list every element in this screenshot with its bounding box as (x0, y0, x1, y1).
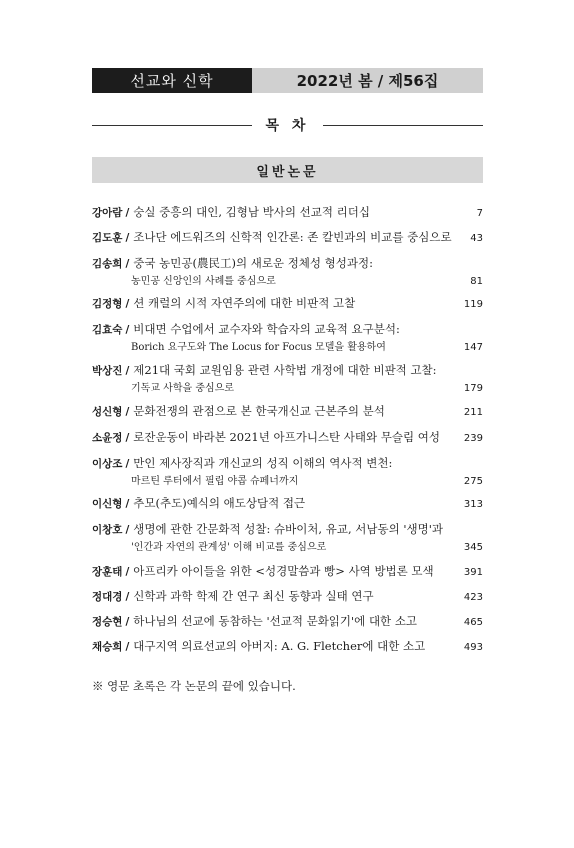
entry-page-number: 239 (463, 433, 483, 444)
author-separator: / (125, 641, 130, 653)
toc-entry-row (92, 520, 483, 539)
toc-entry (92, 254, 483, 291)
section-heading: 일반논문 (92, 157, 483, 183)
entry-title: 신학과 과학 학제 간 연구 최신 동향과 실태 연구 (133, 589, 374, 603)
entry-title: 션 캐럴의 시적 자연주의에 대한 비판적 고찰 (133, 296, 356, 310)
entry-title: 숭실 중흥의 대인, 김형남 박사의 선교적 리더십 (133, 205, 370, 219)
toc-entry (92, 587, 483, 607)
toc-entry (92, 402, 483, 422)
author-separator: / (125, 207, 130, 219)
entry-author: 김정형 (92, 298, 123, 310)
entry-author: 소윤정 (92, 432, 123, 444)
entry-author: 장훈태 (92, 566, 123, 578)
author-separator: / (125, 406, 130, 418)
entry-page-number: 7 (476, 208, 483, 219)
toc-title: 목 차 (265, 118, 310, 134)
entry-subtitle: 마르틴 루터에서 필립 야콥 슈페너까지 (131, 476, 299, 487)
entry-author: 이창호 (92, 524, 123, 536)
entry-subtitle-row (92, 473, 483, 491)
toc-entry-row (92, 587, 483, 607)
author-separator: / (125, 498, 130, 510)
entry-page-number: 43 (470, 233, 483, 244)
entry-author: 김송희 (92, 258, 123, 270)
entry-page-number: 119 (463, 299, 483, 310)
entry-title: 비대면 수업에서 교수자와 학습자의 교육적 요구분석: (133, 322, 400, 336)
entry-page-number: 391 (463, 567, 483, 578)
entry-subtitle: '인간과 자연의 관계성' 이해 비교를 중심으로 (131, 542, 327, 553)
journal-header (92, 68, 483, 93)
entry-author: 김효숙 (92, 324, 123, 336)
author-separator: / (125, 232, 130, 244)
toc-entry (92, 294, 483, 314)
entry-author: 채승희 (92, 641, 123, 653)
toc-entry-row (92, 612, 483, 632)
toc-entry-row (92, 294, 483, 314)
entry-author: 이상조 (92, 458, 123, 470)
journal-title: 선교와 신학 (92, 68, 252, 93)
toc-entry-row (92, 428, 483, 448)
author-separator: / (125, 298, 130, 310)
entry-title: 만인 제사장직과 개신교의 성직 이해의 역사적 변천: (133, 456, 393, 470)
entry-subtitle-row (92, 380, 483, 398)
entry-title: 조나단 에드워즈의 신학적 인간론: 존 칼빈과의 비교를 중심으로 (133, 230, 452, 244)
entry-page-number: 313 (463, 499, 483, 510)
entry-title: 문화전쟁의 관점으로 본 한국개신교 근본주의 분석 (133, 404, 385, 418)
author-separator: / (125, 616, 130, 628)
toc-entry-row (92, 228, 483, 248)
entry-author: 김도훈 (92, 232, 123, 244)
entry-page-number: 211 (463, 407, 483, 418)
entry-title: 로잔운동이 바라본 2021년 아프가니스탄 사태와 무슬림 여성 (133, 430, 440, 444)
author-separator: / (125, 566, 130, 578)
entry-title: 아프리카 아이들을 위한 <성경말씀과 빵> 사역 방법론 모색 (133, 564, 434, 578)
toc-entry-row (92, 254, 483, 273)
abstract-note: ※ 영문 초록은 각 논문의 끝에 있습니다. (92, 679, 296, 693)
entry-page-number: 465 (463, 617, 483, 628)
toc-entry (92, 228, 483, 248)
entry-title: 생명에 관한 간문화적 성찰: 슈바이처, 유교, 서남동의 '생명'과 (133, 522, 443, 536)
author-separator: / (125, 432, 130, 444)
entry-author: 강아람 (92, 207, 123, 219)
entry-author: 정대경 (92, 591, 123, 603)
entry-subtitle-row (92, 339, 483, 357)
toc-entry-row (92, 361, 483, 380)
entry-subtitle: Borich 요구도와 The Locus for Focus 모델을 활용하여 (131, 342, 386, 353)
entry-page-number: 147 (463, 342, 483, 353)
entry-author: 성신형 (92, 406, 123, 418)
toc-entry (92, 637, 483, 657)
toc-entry-row (92, 320, 483, 339)
entry-subtitle-row (92, 539, 483, 557)
entry-page-number: 345 (463, 542, 483, 553)
author-separator: / (125, 591, 130, 603)
toc-entry (92, 494, 483, 514)
toc-entry-row (92, 562, 483, 582)
toc-entry-row (92, 494, 483, 514)
toc-entry (92, 361, 483, 398)
toc-entry (92, 203, 483, 223)
entry-title: 제21대 국회 교원임용 관련 사학법 개정에 대한 비판적 고찰: (133, 363, 437, 377)
entry-author: 박상진 (92, 365, 123, 377)
author-separator: / (125, 258, 130, 270)
entry-subtitle: 농민공 신앙인의 사례를 중심으로 (131, 276, 276, 287)
toc-entry (92, 612, 483, 632)
entry-title: 대구지역 의료선교의 아버지: A. G. Fletcher에 대한 소고 (133, 639, 426, 653)
author-separator: / (125, 524, 130, 536)
toc-entry (92, 562, 483, 582)
author-separator: / (125, 324, 130, 336)
divider-right (323, 125, 483, 126)
toc-heading (92, 114, 483, 136)
toc-entry-row (92, 203, 483, 223)
entry-title: 추모(추도)예식의 애도상담적 접근 (133, 496, 306, 510)
entry-page-number: 493 (463, 642, 483, 653)
entry-author: 이신형 (92, 498, 123, 510)
entry-page-number: 179 (463, 383, 483, 394)
toc-entry (92, 320, 483, 357)
toc-entry (92, 428, 483, 448)
entry-author: 정승현 (92, 616, 123, 628)
entry-page-number: 275 (463, 476, 483, 487)
toc-entry (92, 454, 483, 491)
entry-subtitle-row (92, 273, 483, 291)
author-separator: / (125, 458, 130, 470)
entry-subtitle: 기독교 사학을 중심으로 (131, 383, 234, 394)
toc-entry-row (92, 402, 483, 422)
entry-title: 하나님의 선교에 동참하는 '선교적 문화읽기'에 대한 소고 (133, 614, 418, 628)
author-separator: / (125, 365, 130, 377)
toc-entry (92, 520, 483, 557)
entry-page-number: 423 (463, 592, 483, 603)
entry-title: 중국 농민공(農民工)의 새로운 정체성 형성과정: (133, 256, 373, 270)
divider-left (92, 125, 252, 126)
toc-entry-row (92, 454, 483, 473)
entry-page-number: 81 (470, 276, 483, 287)
toc-entry-row (92, 637, 483, 657)
issue-label: 2022년 봄 / 제56집 (252, 68, 483, 93)
